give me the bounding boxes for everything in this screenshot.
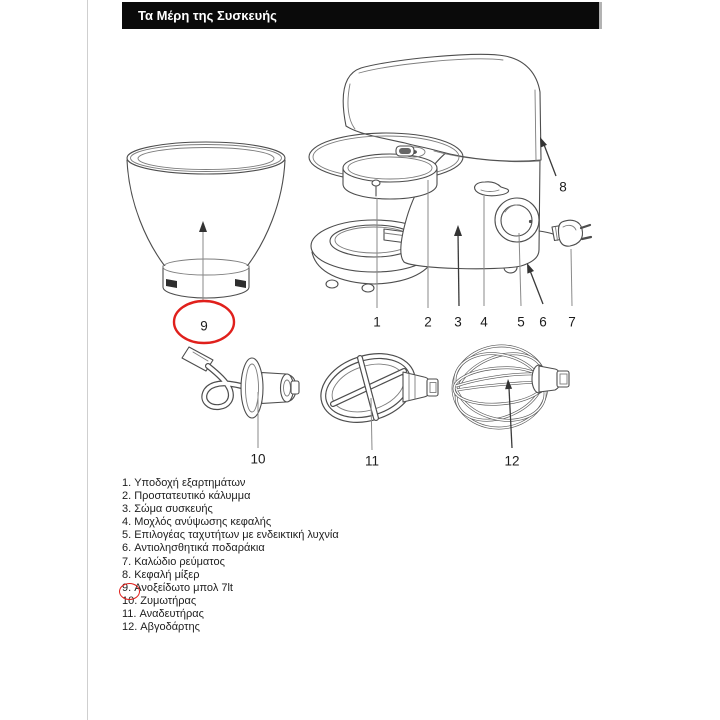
- list-item-number: 10.: [122, 594, 138, 607]
- flat-beater-drawing: [315, 345, 438, 430]
- callout-12: 12: [504, 453, 520, 469]
- section-title-bar: [122, 2, 602, 29]
- list-item: [122, 595, 339, 608]
- list-item-number: 2.: [122, 490, 132, 503]
- callout-10: 10: [250, 451, 266, 467]
- list-item: [122, 529, 339, 542]
- list-item-name: Αντιολησθητικά ποδαράκια: [134, 542, 265, 555]
- list-item-number: 8.: [122, 568, 132, 581]
- list-item: [122, 621, 339, 634]
- list-item: [122, 477, 339, 490]
- callout-9: 9: [200, 318, 208, 334]
- list-item-number: 3.: [122, 503, 132, 516]
- list-item: [122, 542, 339, 555]
- list-item-number: 4.: [122, 516, 132, 529]
- parts-list: [122, 477, 339, 634]
- list-item-number: 1.: [122, 477, 132, 489]
- list-item: [122, 503, 339, 516]
- callout-8: 8: [559, 179, 567, 195]
- mixer-head-drawing: [343, 54, 541, 161]
- list-item-number: 9.: [122, 581, 132, 594]
- list-item-number: 5.: [122, 529, 132, 542]
- callout-7: 7: [568, 314, 576, 330]
- list-item-name: Αναδευτήρας: [139, 607, 204, 620]
- list-item: [122, 582, 339, 595]
- callout-6: 6: [539, 314, 547, 330]
- list-item-name: Καλώδιο ρεύματος: [134, 555, 225, 568]
- list-item-name: Μοχλός ανύψωσης κεφαλής: [134, 516, 272, 529]
- list-item-number: 7.: [122, 555, 132, 568]
- list-item-number: 6.: [122, 542, 132, 555]
- dough-hook-drawing: [182, 347, 299, 418]
- list-item-number: 12.: [122, 621, 138, 634]
- callout-3: 3: [454, 314, 462, 330]
- list-item: [122, 490, 339, 503]
- list-item-number: 11.: [122, 607, 137, 620]
- page-title: Τα Μέρη της Συσκευής: [138, 8, 277, 23]
- callout-1: 1: [373, 314, 381, 330]
- callout-5: 5: [517, 314, 525, 330]
- list-item-name: Ανοξείδωτο μπολ 7lt: [134, 581, 233, 594]
- list-item-name: Κεφαλή μίξερ: [134, 568, 200, 581]
- callout-4: 4: [480, 314, 488, 330]
- list-item-name: Αβγοδάρτης: [140, 621, 200, 634]
- list-item: [122, 608, 339, 621]
- list-item-name: Υποδοχή εξαρτημάτων: [134, 477, 246, 489]
- list-item-name: Επιλογέας ταχυτήτων με ενδεικτική λυχνία: [134, 529, 339, 542]
- list-item-name: Προστατευτικό κάλυμμα: [134, 490, 251, 503]
- callout-11: 11: [364, 453, 380, 469]
- bowl-drawing: [127, 142, 285, 298]
- list-item: [122, 569, 339, 582]
- power-plug-drawing: [539, 220, 591, 246]
- callout-2: 2: [424, 314, 432, 330]
- list-item: [122, 556, 339, 569]
- list-item: [122, 516, 339, 529]
- highlight-circle-list-item-9: [119, 583, 140, 600]
- list-item-name: Σώμα συσκευής: [134, 503, 213, 516]
- list-item-name: Ζυμωτήρας: [140, 594, 197, 607]
